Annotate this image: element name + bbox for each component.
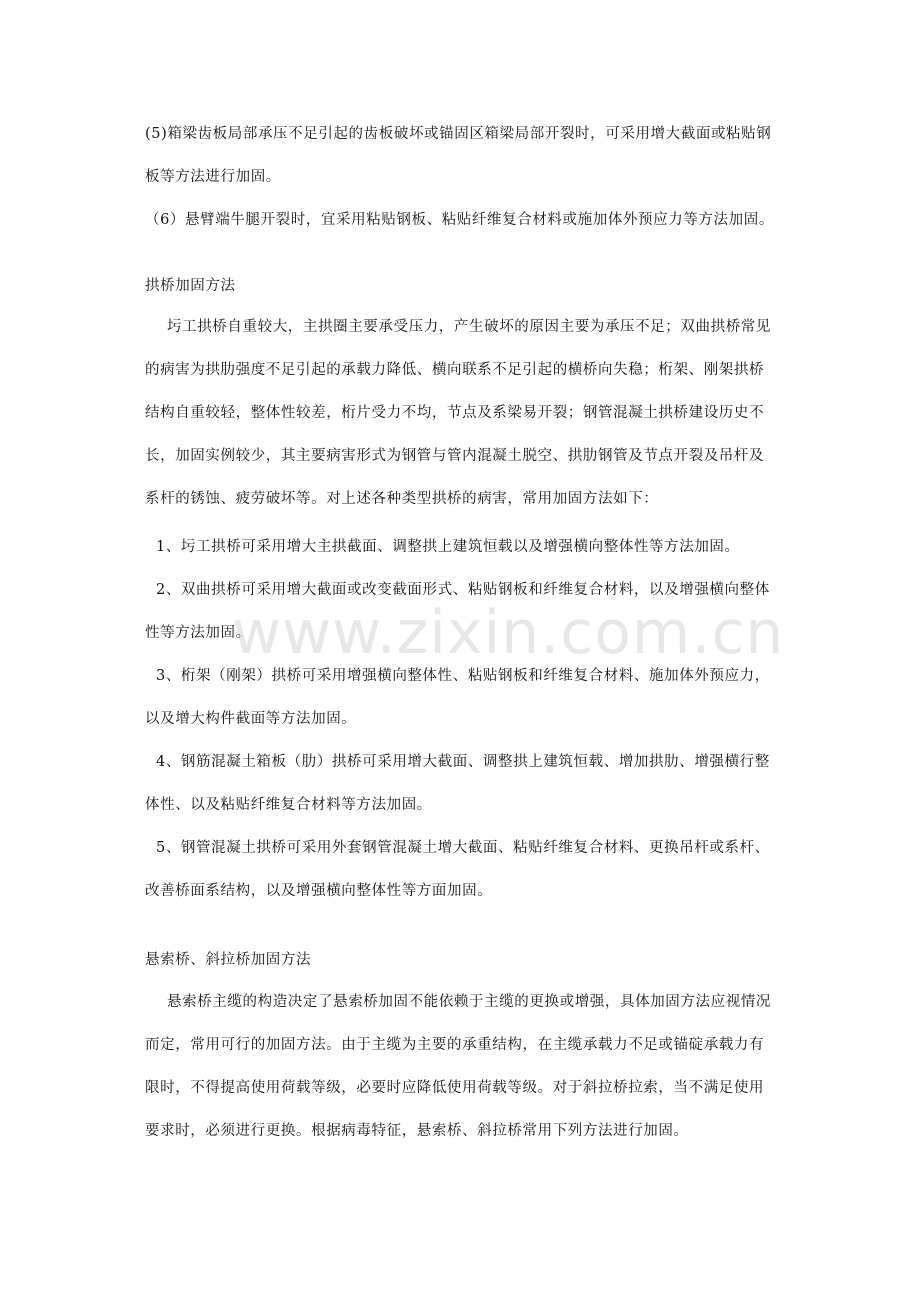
list-item-arch-3 (145, 655, 775, 741)
list-item-arch-1 (145, 526, 775, 569)
paragraph-text: 3、桁架（刚架）拱桥可采用增强横向整体性、粘贴钢板和纤维复合材料、施加体外预应力，以及增大构件截面等方法加固。 (145, 668, 770, 727)
watermark-text: www.zixin.com.cn (232, 598, 785, 668)
paragraph-text: (5)箱梁齿板局部承压不足引起的齿板破坏或锚固区箱梁局部开裂时，可采用增大截面或粘贴钢板等方法进行加固。 (145, 126, 772, 185)
paragraph-text: 4、钢筋混凝土箱板（肋）拱桥可采用增大截面、调整拱上建筑恒载、增加拱肋、增强横行整体性、以及粘贴纤维复合材料等方法加固。 (145, 754, 770, 813)
paragraph-arch-intro (145, 306, 775, 521)
paragraph-item-5 (145, 113, 775, 199)
paragraph-text: （6）悬臂端牛腿开裂时，宜采用粘贴钢板、粘贴纤维复合材料或施加体外预应力等方法加固。 (145, 212, 774, 228)
paragraph-suspension-intro (145, 981, 775, 1153)
paragraph-text: 圬工拱桥自重较大，主拱圈主要承受压力，产生破坏的原因主要为承压不足；双曲拱桥常见的病害为拱肋强度不足引起的承载力降低、横向联系不足引起的横桥向失稳；桁架、刚架拱桥结构自重较轻，整体性较差，桁片受力不均，节点及系梁易开裂；钢管混凝土拱桥建设历史不长，加固实例较少，其主要病害形式为钢管与管内混凝土脱空、拱肋钢管及节点开裂及吊杆及系杆的锈蚀、疲劳破坏等。对上述各种类型拱桥的病害，常用加固方法如下： (145, 319, 771, 507)
list-item-arch-2 (145, 569, 775, 655)
section-heading-arch-bridge: 拱桥加固方法 (145, 278, 236, 294)
list-item-arch-5 (145, 827, 775, 913)
paragraph-item-6 (145, 199, 775, 242)
paragraph-text: 悬索桥主缆的构造决定了悬索桥加固不能依赖于主缆的更换或增强，具体加固方法应视情况而定，常用可行的加固方法。由于主缆为主要的承重结构，在主缆承载力不足或锚碇承载力有限时，不得提高使用荷载等级，必要时应降低使用荷载等级。对于斜拉桥拉索，当不满足使用要求时，必须进行更换。根据病毒特征，悬索桥、斜拉桥常用下列方法进行加固。 (145, 994, 771, 1139)
paragraph-text: 5、钢管混凝土拱桥可采用外套钢管混凝土增大截面、粘贴纤维复合材料、更换吊杆或系杆、改善桥面系结构，以及增强横向整体性等方面加固。 (145, 840, 770, 899)
paragraph-text: 1、圬工拱桥可采用增大主拱截面、调整拱上建筑恒载以及增强横向整体性等方法加固。 (156, 539, 740, 555)
list-item-arch-4 (145, 741, 775, 827)
paragraph-text: 2、双曲拱桥可采用增大截面或改变截面形式、粘贴钢板和纤维复合材料，以及增强横向整体性等方法加固。 (145, 582, 770, 641)
section-heading-suspension-bridge: 悬索桥、斜拉桥加固方法 (145, 952, 312, 968)
